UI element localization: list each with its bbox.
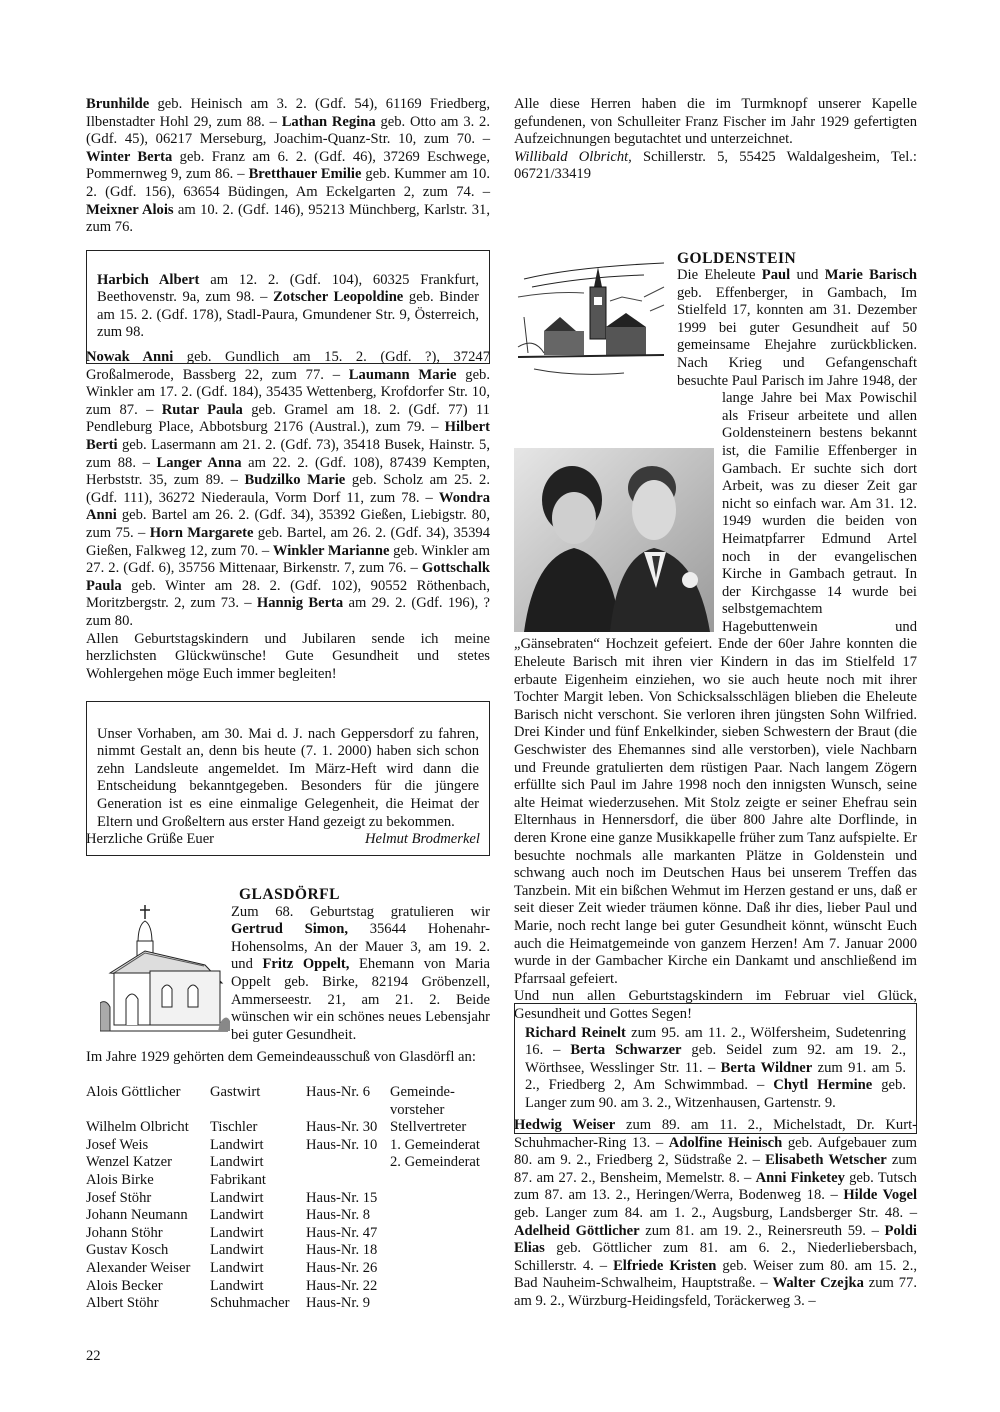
text-run: Zum 68. Geburtstag gratulieren wir (231, 903, 490, 920)
birthday-box-1-text (97, 272, 479, 342)
person-name: Hilde Vogel (843, 1187, 918, 1204)
member-row (86, 1190, 490, 1208)
member-house: Haus-Nr. 47 (306, 1224, 378, 1241)
member-job: Fabrikant (210, 1171, 266, 1188)
text-run: geb. Langer zum 84. am 1. 2., Augsburg, Landsberger Str. 48. – (514, 1204, 917, 1221)
person-name: Chytl Hermine (773, 1077, 873, 1094)
member-role (390, 1295, 490, 1313)
member-job: Landwirt (210, 1224, 264, 1241)
goldenstein-closing: Und nun allen Geburtstagskindern im Februar viel Glück, Gesundheit und Gottes Segen! (514, 988, 917, 1022)
member-name: Josef Weis (86, 1136, 149, 1153)
person-name: Winkler Marianne (272, 542, 390, 559)
member-row (86, 1119, 490, 1137)
text-run: geb. Seidel zum 92. am 19. 2., Wörthsee, Wesslinger Str. 11. – (525, 1042, 906, 1076)
text-run: geb. Aufgebauer zum 80. am 9. 2., Friedberg 2, Südstraße 2. – (514, 1134, 917, 1169)
member-row (86, 1225, 490, 1243)
person-name: Paul (761, 267, 791, 283)
text-run: am 22. 2. (Gdf. 108), 87439 Kempten, Herbststr. 35, zum 89. – (86, 454, 490, 489)
person-name: Elisabeth Wetscher (765, 1152, 887, 1169)
member-house: Haus-Nr. 6 (306, 1084, 371, 1100)
person-name: Nowak Anni (86, 349, 174, 365)
text-run: geb. Weiser zum 80. am 15. 2., Bad Nauheim-Schwalheim, Hauptstraße. – (514, 1257, 917, 1292)
member-row (86, 1084, 490, 1119)
person-name: Laumann Marie (348, 366, 457, 383)
text-run: geb. Bartel am 26. 2. (Gdf. 34), 35392 Gießen, Liebigstr. 80, zum 75. – (86, 507, 490, 541)
member-job: Landwirt (210, 1154, 264, 1171)
glasdoerfl-intro-wrap (86, 1049, 490, 1067)
member-row (86, 1242, 490, 1260)
text-run: zum 87. am 27. 2., Bensheim, Memelstr. 8. – (514, 1152, 917, 1186)
birthday-list-1 (86, 96, 490, 237)
member-house: Haus-Nr. 18 (306, 1242, 378, 1259)
text-run: am 29. 2. (Gdf. 196), ? zum 80. (86, 595, 490, 629)
glasdoerfl-heading: GLASDÖRFL (239, 886, 340, 903)
member-name: Alois Becker (86, 1277, 163, 1294)
signature-helmut: Helmut Brodmerkel (365, 831, 480, 847)
member-job: Landwirt (210, 1277, 264, 1294)
person-name: Gottschalk Paula (86, 560, 490, 594)
member-name: Alois Birke (86, 1171, 154, 1188)
text-run: geb. Bartel, am 26. 2. (Gdf. 34), 35394 Gießen, Falkweg 12, zum 70. – (86, 524, 490, 559)
person-name: Gertrud Simon, (231, 921, 348, 938)
text-run: geb. Otto am 3. 2. (Gdf. 45), 06217 Merseburg, Joachim-Quanz-Str. 10, zum 70. – (86, 113, 490, 148)
author-name: Willibald Olbricht, (514, 148, 632, 165)
text-run: geb. Heinisch am 3. 2. (Gdf. 54), 61169 Friedberg, Ilbenstadter Hohl 29, zum 88. – (86, 96, 490, 130)
member-house: Haus-Nr. 22 (306, 1277, 378, 1294)
member-role (390, 1207, 490, 1225)
person-name: Lathan Regina (281, 113, 376, 130)
person-name: Anni Finketey (755, 1169, 845, 1186)
member-row (86, 1278, 490, 1296)
text-run: geb. Winter am 28. 2. (Gdf. 102), 90552 Röthenbach, Moritzbergstr. 2, zum 73. – (86, 577, 490, 612)
text-run: Die Eheleute (677, 267, 762, 283)
member-house (306, 1154, 390, 1172)
member-row (86, 1260, 490, 1278)
chapel-illustration (100, 903, 230, 1038)
member-job: Landwirt (210, 1189, 264, 1206)
member-role (390, 1172, 490, 1190)
member-row (86, 1154, 490, 1172)
member-role (390, 1242, 490, 1260)
birthday-box-1 (86, 250, 490, 364)
glasdoerfl-section (231, 886, 490, 1044)
member-row (86, 1172, 490, 1190)
person-name: Hilbert Berti (86, 419, 490, 453)
person-name: Harbich Albert (97, 271, 200, 288)
member-name: Johann Neumann (86, 1207, 188, 1224)
person-name: Berta Schwarzer (570, 1042, 682, 1059)
member-name: Alexander Weiser (86, 1259, 191, 1276)
person-name: Brunhilde (86, 96, 150, 112)
member-role (390, 1190, 490, 1208)
member-house: Haus-Nr. 8 (306, 1207, 371, 1224)
person-name: Langer Anna (156, 454, 242, 471)
member-row (86, 1137, 490, 1155)
member-job: Landwirt (210, 1259, 264, 1276)
text-run: 35644 Hohenahr-Hohensolms, An der Mauer 3, am 19. 2. und (231, 921, 490, 973)
left-column (86, 96, 490, 237)
person-name: Budzilko Marie (244, 472, 346, 489)
text-run: geb. Franz am 6. 2. (Gdf. 46), 37269 Eschwege, Pommernweg 9, zum 86. – (86, 148, 490, 183)
birthday-box-3 (514, 1003, 917, 1134)
text-run: geb. Gundlich am 15. 2. (Gdf. ?), 37247 Großalmerode, Bassberg 22, zum 77. – (86, 349, 490, 383)
text-run: Ehemann von Maria Oppelt geb. Birke, 82194 Gröbenzell, Ammerseestr. 21, am 21. 2. Beide wünschen wir ein schönes neues Lebensjahr bei guter Gesundheit. (231, 956, 491, 1043)
member-name: Josef Stöhr (86, 1189, 152, 1206)
person-name: Rutar Paula (161, 401, 243, 418)
glasdoerfl-intro: Im Jahre 1929 gehörten dem Gemeindeausschuß von Glasdörfl an: (86, 1049, 476, 1065)
text-run: zum 81. am 19. 2., Reinersreuth 59. – (639, 1222, 885, 1239)
member-role (390, 1225, 490, 1243)
text-run: geb. Effenberger, in Gambach, Im Stielfeld 17, konnten am 31. Dezember 1999 bei guter Gesundheit auf 50 gemeinsame Ehejahre zurückblicken. Nach Krieg und Gefangenschaft besuchte Paul Parisch im Jahre 1948, der lange Jahre bei Max Powischil als Friseur arbeitete und allen Goldensteinern bestens bekannt ist, die Familie Effenberger in Gambach. Er suchte sich dort Arbeit, was zu dieser Zeit gar nicht so einfach war. Am 31. 12. 1949 wurden die beiden von Heimatpfarrer Edmund Artel noch in der evangelischen Kirche in Gambach getraut. In der Kirchgasse 14 wurde bei selbstgemachtem Hagebuttenwein und „Gänsebraten“ Hochzeit gefeiert. Ende der 60er Jahre konnten die Eheleute Barisch mit ihren vier Kindern in das im Stielfeld 17 erbaute Eigenheim einziehen, wo sie auch heute noch mit ihrer Tochter Margit leben. Von Schicksalsschlägen blieben die Eheleute Barisch nicht verschont. Sie verloren ihren jüngsten Sohn Wilfried. Drei Kinder und fünf Enkelkinder, sieben Schwestern der Braut (die Geschwister des Ehemannes sind alle verstorben), viele Nachbarn und Freunde gratulierten dem rüstigen Paar. Nach langem Zögern erfüllte sich Paul im Jahre 1998 noch den innigsten Wunsch, seine alte Heimat wiederzusehen. Mit Stolz zeigte er seiner Ehefrau sein Elternhaus in Hennersdorf, die über 800 Jahre alte Dorflinde, in deren Krone eine ganze Musikkapelle früher zum Tanz aufspielte. Er besuchte nochmals alle markanten Plätze in Goldenstein und schwang auch noch im Deutschen Haus bei unserem Treffen das Tanzbein. Mit ein bißchen Wehmut im Herzen gestand er uns, daß er seit dieser Zeit wieder träumen könne. Daß ihr dies, lieber Paul und Marie, noch recht lange bei guter Gesundheit könnt, wünscht Euch auch die Heimatgemeinde von ganzem Herzen! Am 7. Januar 2000 wurde in der Gambacher Kirche ein Dankamt und anschließend im Pfarrsaal gefeiert. (514, 284, 917, 987)
member-name: Albert Stöhr (86, 1295, 159, 1312)
person-name: Fritz Oppelt, (262, 956, 350, 973)
member-name: Wilhelm Olbricht (86, 1119, 189, 1136)
member-job: Landwirt (210, 1242, 264, 1259)
right-intro (514, 96, 917, 184)
right-intro-text: Alle diese Herren haben die im Turmknopf unserer Kapelle gefundenen, von Schulleiter Franz Fischer im Jahr 1929 gefertigten Aufzeichnungen begutachtet und unterzeichnet. (514, 96, 917, 148)
member-row (86, 1295, 490, 1313)
person-name: Poldi Elias (514, 1222, 917, 1257)
member-name: Alois Göttlicher (86, 1084, 181, 1100)
person-name: Berta Wildner (720, 1059, 813, 1076)
person-name: Hannig Berta (256, 595, 344, 612)
member-job: Landwirt (210, 1136, 264, 1153)
glasdoerfl-text (231, 904, 490, 1045)
member-role: Gemeinde- vorsteher (390, 1084, 455, 1118)
text-run: geb. Tutsch zum 87. am 13. 2., Heringen/Werra, Bodenweg 18. – (514, 1169, 917, 1204)
goldenstein-text (514, 267, 917, 988)
member-job: Gastwirt (210, 1084, 261, 1100)
member-role (390, 1260, 490, 1278)
person-name: Adelheid Göttlicher (514, 1222, 640, 1239)
member-name: Wenzel Katzer (86, 1154, 172, 1171)
member-role: 1. Gemeinderat (390, 1136, 480, 1153)
trip-announcement-text: Unser Vorhaben, am 30. Mai d. J. nach Geppersdorf zu fahren, nimmt Gestalt an, denn bis heute (7. 1. 2000) haben sich schon zehn Landsleute angemeldet. Im März-Heft wird dann die Entscheidung bekanntgegeben. Besonders für die jüngere Generation ist es eine einmalige Gelegenheit, die Heimat der Eltern und Großeltern aus erster Hand gezeigt zu bekommen. (97, 725, 479, 830)
person-name: Zotscher Leopoldine (273, 289, 404, 306)
text-run: geb. Gramel am 18. 2. (Gdf. 77) 11 Pendleburg Place, Abbotsburg 2176 (Austral.), zum 79. – (86, 401, 490, 436)
text-run: geb. Kummer am 10. 2. (Gdf. 156), 63654 Büdingen, Am Eckelgarten 2, zum 74. – (86, 166, 491, 200)
person-name: Meixner Alois (86, 201, 174, 218)
member-house (306, 1172, 390, 1190)
author-line (514, 149, 917, 184)
birthday-box-3-text (525, 1025, 906, 1113)
greeting-paragraph: Allen Geburtstagskindern und Jubilaren sende ich meine herzlichsten Glückwünsche! Gute Gesundheit und stetes Wohlergehen möge Euch immer begleiten! (86, 630, 490, 682)
person-name: Wondra Anni (86, 489, 490, 524)
member-house: Haus-Nr. 30 (306, 1119, 378, 1136)
member-row (86, 1207, 490, 1225)
text-run: zum 91. am 5. 2., Friedberg 2, Am Schwimmbad. – (525, 1059, 906, 1094)
member-job: Landwirt (210, 1207, 264, 1224)
member-job: Tischler (210, 1119, 258, 1136)
person-name: Richard Reinelt (525, 1024, 626, 1041)
text-run: am 12. 2. (Gdf. 104), 60325 Frankfurt, Beethovenstr. 9a, zum 98. – (97, 271, 479, 306)
person-name: Marie Barisch (824, 267, 917, 283)
text-run: geb. Scholz am 25. 2. (Gdf. 111), 36272 Niederaula, Vorm Dorf 11, zum 78. – (86, 472, 491, 506)
text-run: geb. Binder am 15. 2. (Gdf. 178), Stadl-Paura, Gmundener Str. 9, Österreich, zum 98. (97, 289, 479, 341)
birthday-list-right (514, 1117, 917, 1311)
text-run: geb. Langer zum 90. am 3. 2., Witzenhausen, Gartenstr. 9. (525, 1077, 906, 1111)
person-name: Bretthauer Emilie (248, 166, 362, 183)
text-run: zum 95. am 11. 2., Wölfersheim, Sudetenring 16. – (525, 1024, 907, 1059)
text-run: geb. Winkler am 17. 2. (Gdf. 184), 35435 Wettenberg, Krofdorfer Str. 10, zum 87. – (86, 366, 491, 418)
text-run: zum 77. am 9. 2., Würzburg-Heidingsfeld, Toräckerweg 3. – (514, 1275, 918, 1309)
member-name: Johann Stöhr (86, 1224, 163, 1241)
goldenstein-article (514, 267, 917, 1024)
person-name: Adolfine Heinisch (668, 1134, 783, 1151)
member-role: Stellvertreter (390, 1119, 467, 1136)
person-name: Horn Margarete (149, 524, 254, 541)
page-number: 22 (86, 1348, 101, 1364)
birthday-list-right-wrap (514, 1117, 917, 1311)
member-house: Haus-Nr. 26 (306, 1259, 378, 1276)
member-job: Schuhmacher (210, 1295, 290, 1312)
member-house: Haus-Nr. 9 (306, 1295, 371, 1312)
person-name: Winter Berta (86, 148, 173, 165)
birthday-list-2 (86, 349, 490, 631)
author-address: Schillerstr. 5, 55425 Waldalgesheim, Tel.: 06721/33419 (514, 148, 917, 183)
goldenstein-heading: GOLDENSTEIN (677, 250, 797, 267)
member-role (390, 1278, 490, 1296)
text-run: geb. Winkler am 27. 2. (Gdf. 6), 35756 Mittenaar, Birkenstr. 7, zum 76. – (86, 542, 491, 577)
person-name: Elfriede Kristen (613, 1257, 717, 1274)
text-run: geb. Göttlicher zum 81. am 6. 2., Niederliebersbach, Schillerstr. 4. – (514, 1240, 917, 1274)
member-role: 2. Gemeinderat (390, 1154, 480, 1171)
member-name: Gustav Kosch (86, 1242, 169, 1259)
text-run: geb. Lasermann am 21. 2. (Gdf. 73), 35418 Busek, Hainstr. 5, zum 88. – (86, 436, 490, 471)
person-name: Hedwig Weiser (514, 1117, 616, 1133)
member-house: Haus-Nr. 15 (306, 1189, 378, 1206)
text-run: und (790, 267, 825, 283)
text-run: am 10. 2. (Gdf. 146), 95213 Münchberg, Karlstr. 31, zum 76. (86, 201, 490, 236)
text-run: zum 89. am 11. 2., Michelstadt, Dr. Kurt-Schuhmacher-Ring 13. – (514, 1117, 917, 1151)
person-name: Walter Czejka (772, 1275, 864, 1292)
greeting-line: Herzliche Grüße Euer (86, 831, 215, 847)
council-members-table (86, 1084, 490, 1313)
birthday-list-2-wrap (86, 349, 490, 683)
member-house: Haus-Nr. 10 (306, 1136, 378, 1153)
